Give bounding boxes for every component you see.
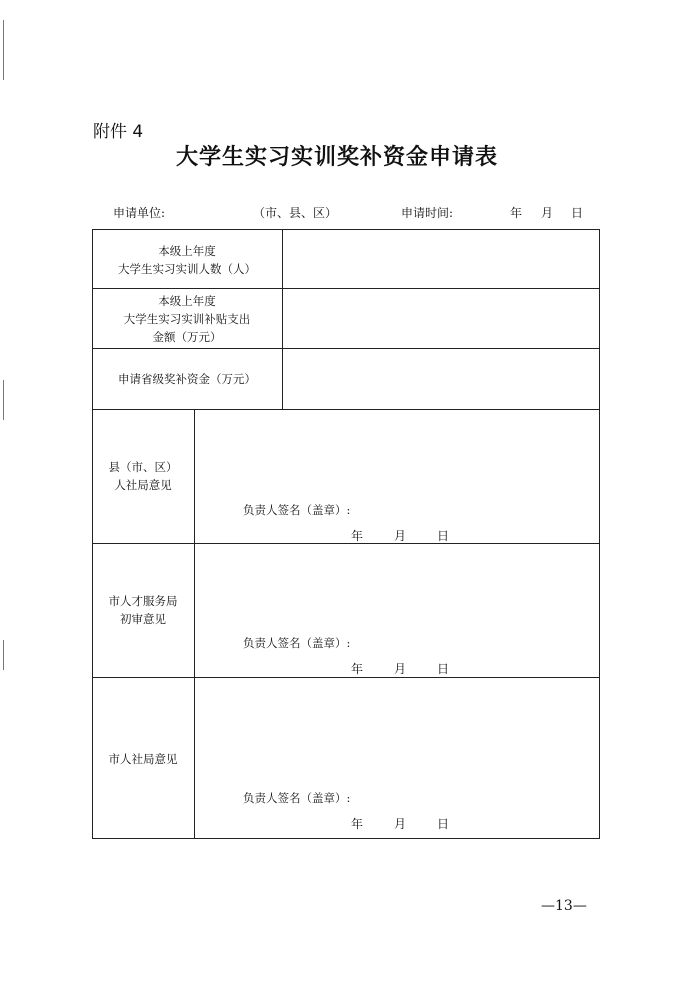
scan-margin-mark bbox=[3, 640, 4, 670]
scan-margin-mark bbox=[3, 20, 4, 80]
county-day: 日 bbox=[437, 529, 450, 543]
day-label: 日 bbox=[571, 206, 584, 220]
talent-signature-label: 负责人签名（盖章）: bbox=[243, 636, 351, 650]
city-opinion-label: 市人社局意见 bbox=[108, 752, 178, 766]
county-opinion-field[interactable] bbox=[195, 410, 599, 500]
talent-year: 年 bbox=[351, 662, 364, 676]
city-signature-label: 负责人签名（盖章）: bbox=[243, 791, 351, 805]
talent-opinion-label: 市人才服务局 初审意见 bbox=[108, 594, 178, 626]
fund-request-label: 申请省级奖补资金（万元） bbox=[118, 372, 256, 386]
county-opinion-label: 县（市、区） 人社局意见 bbox=[108, 460, 178, 492]
students-count-label: 本级上年度 大学生实习实训人数（人） bbox=[118, 244, 256, 276]
talent-month: 月 bbox=[394, 662, 407, 676]
annex-label: 附件 4 bbox=[93, 122, 144, 142]
page-number: —13— bbox=[541, 898, 587, 914]
fund-request-field[interactable] bbox=[283, 349, 599, 409]
year-label: 年 bbox=[510, 206, 523, 220]
form-title: 大学生实习实训奖补资金申请表 bbox=[176, 144, 499, 170]
city-year: 年 bbox=[351, 817, 364, 831]
county-signature-label: 负责人签名（盖章）: bbox=[243, 503, 351, 517]
city-month: 月 bbox=[394, 817, 407, 831]
city-day: 日 bbox=[437, 817, 450, 831]
subsidy-amount-label: 本级上年度 大学生实习实训补贴支出 金额（万元） bbox=[123, 294, 251, 344]
month-label: 月 bbox=[541, 206, 554, 220]
talent-opinion-field[interactable] bbox=[195, 544, 599, 632]
unit-label: 申请单位: bbox=[113, 206, 166, 220]
talent-day: 日 bbox=[437, 662, 450, 676]
county-month: 月 bbox=[394, 529, 407, 543]
county-year: 年 bbox=[351, 529, 364, 543]
city-opinion-field[interactable] bbox=[195, 678, 599, 786]
region-label: （市、县、区） bbox=[253, 206, 338, 220]
time-label: 申请时间: bbox=[401, 206, 454, 220]
scan-margin-mark bbox=[3, 380, 4, 420]
students-count-field[interactable] bbox=[283, 230, 599, 288]
subsidy-amount-field[interactable] bbox=[283, 289, 599, 348]
